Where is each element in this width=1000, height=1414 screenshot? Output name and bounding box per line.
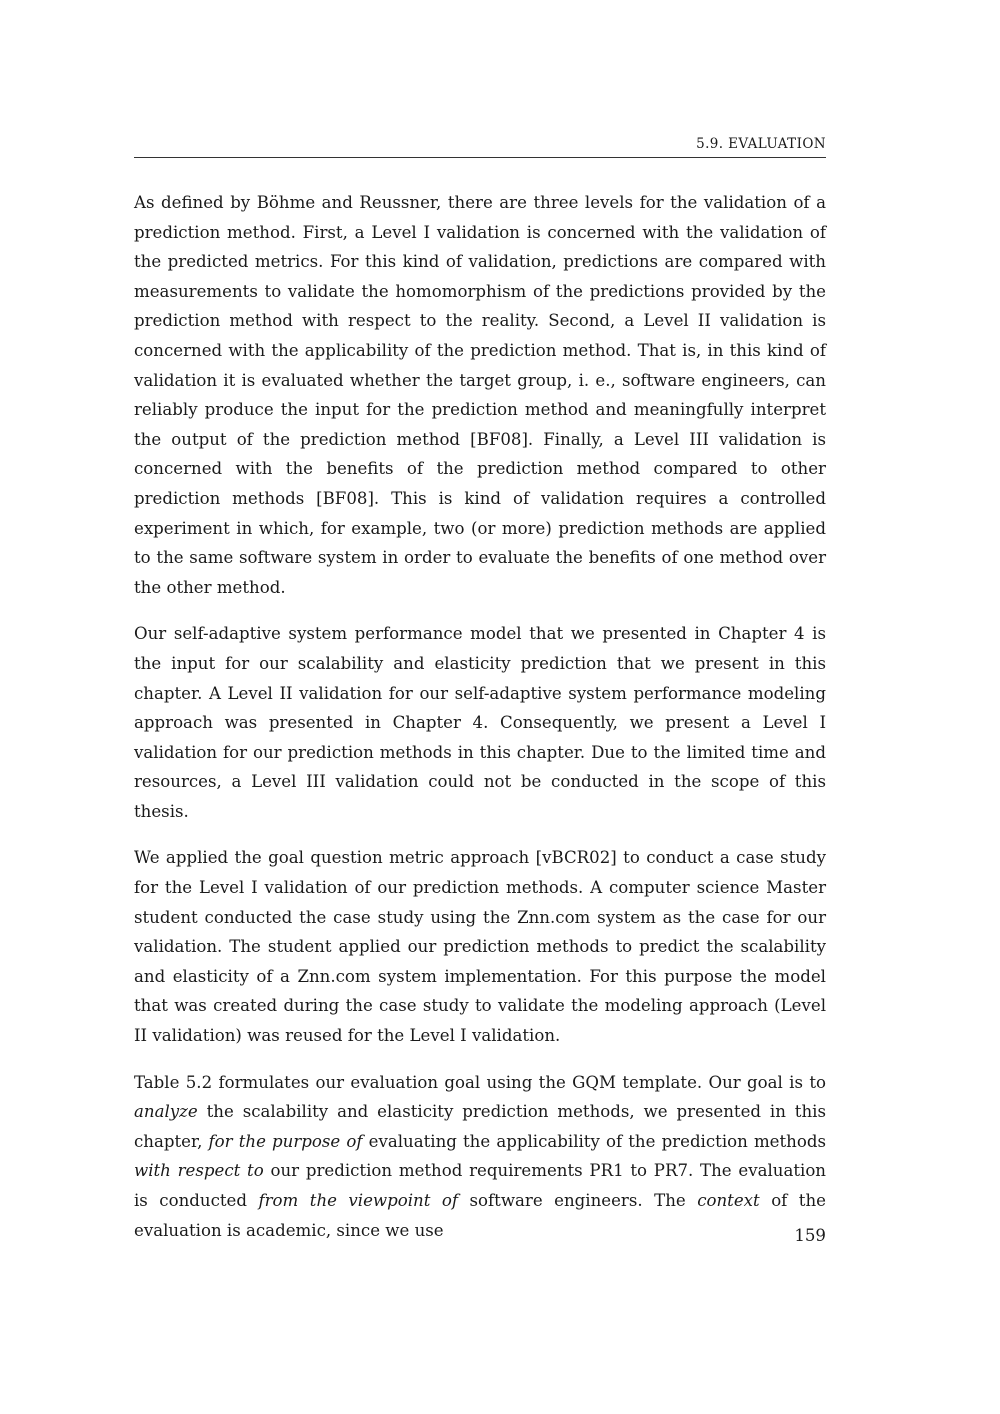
paragraph-validation-levels: As defined by Böhme and Reussner, there are three levels for the validation of a prediction method. First, a Level I validation is concerned with the validation of the predicted metrics. For this kind of validation, predictions are compared with measurements to validate the homomorphism of the predictions provided by the prediction method with respect to the reality. Second, a Level II validation is concerned with the applicability of the prediction method. That is, in this kind of validation it is evaluated whether the target group, i. e., software engineers, can reliably produce the input for the prediction method and meaningfully interpret the output of the prediction method [BF08]. Finally, a Level III validation is concerned with the benefits of the prediction method compared to other prediction methods [BF08]. This is kind of validation requires a controlled experiment in which, for example, two (or more) prediction methods are applied to the same software system in order to evaluate the benefits of one method over the other method.	[134, 193, 826, 597]
text-run: the scalability and elasticity prediction methods, we presented in this chapter,	[134, 1102, 826, 1151]
text-run: evaluating the applicability of the prediction methods	[362, 1131, 826, 1151]
paragraph-level-ii-validation: Our self-adaptive system performance model that we presented in Chapter 4 is the input for our scalability and elasticity prediction that we present in this chapter. A Level II validation for our self-adaptive system performance modeling approach was presented in Chapter 4. Consequently, we present a Level I validation for our prediction methods in this chapter. Due to the limited time and resources, a Level III validation could not be conducted in the scope of this thesis.	[134, 624, 826, 821]
emphasis-context: context	[697, 1191, 760, 1210]
paragraph-evaluation-goal	[134, 1068, 826, 1246]
text-run: Table 5.2 formulates our evaluation goal using the GQM template. Our goal is to	[134, 1072, 826, 1092]
text-run: of the evaluation is academic, since we use	[134, 1191, 826, 1240]
text-run: our prediction method requirements PR1 to PR7. The evaluation is conducted	[134, 1161, 826, 1210]
paragraph-gqm-case-study: We applied the goal question metric approach [vBCR02] to conduct a case study for the Level I validation of our prediction methods. A computer science Master student conducted the case study using the Znn.com system as the case for our validation. The student applied our prediction methods to predict the scalability and elasticity of a Znn.com system implementation. For this purpose the model that was created during the case study to validate the modeling approach (Level II validation) was reused for the Level I validation.	[134, 848, 826, 1046]
emphasis-viewpoint: from the viewpoint of	[258, 1191, 459, 1210]
emphasis-respect: with respect to	[134, 1161, 264, 1181]
text-run: software engineers. The	[458, 1191, 698, 1210]
emphasis-purpose: for the purpose of	[208, 1131, 363, 1151]
page-number: 159	[794, 1226, 826, 1245]
emphasis-analyze: analyze	[134, 1102, 198, 1122]
body-text	[134, 188, 826, 1262]
running-head: 5.9. EVALUATION	[134, 136, 826, 158]
